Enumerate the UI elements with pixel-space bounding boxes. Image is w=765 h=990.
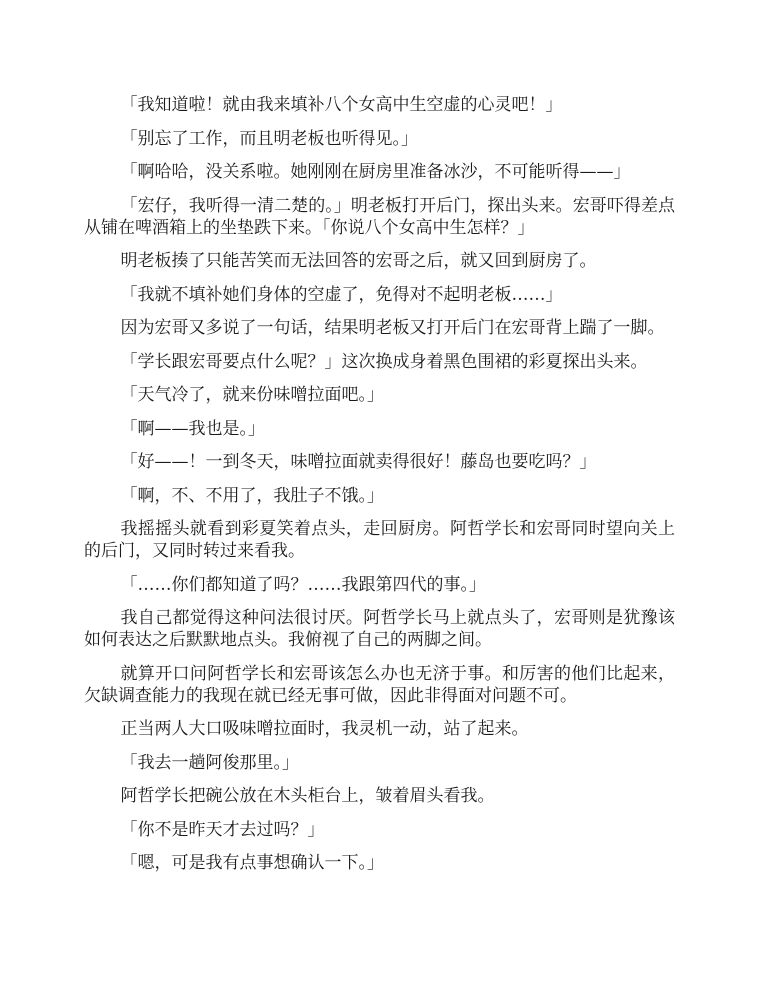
paragraph: 阿哲学长把碗公放在木头柜台上，皱着眉头看我。 <box>120 786 495 806</box>
paragraph: 「你不是昨天才去过吗？」 <box>120 819 325 840</box>
paragraph: 「我去一趟阿俊那里。」 <box>120 752 300 773</box>
paragraph: 我摇摇头就看到彩夏笑着点头，走回厨房。阿哲学长和宏哥同时望向关上的后门，又同时转过来看我。 <box>84 519 675 561</box>
paragraph: 「天气冷了，就来份味噌拉面吧。」 <box>120 385 385 405</box>
paragraph: 「啊哈哈，没关系啦。她刚刚在厨房里准备冰沙，不可能听得——」 <box>120 162 631 182</box>
paragraph: 「好——！一到冬天，味噌拉面就卖得很好！藤岛也要吃吗？」 <box>120 452 597 472</box>
paragraph: 「……你们都知道了吗？……我跟第四代的事。」 <box>120 574 487 595</box>
paragraph: 就算开口问阿哲学长和宏哥该怎么办也无济于事。和厉害的他们比起来，欠缺调查能力的我现在就已经无事可做，因此非得面对问题不可。 <box>84 663 675 706</box>
paragraph: 「嗯，可是我有点事想确认一下。」 <box>120 853 385 873</box>
paragraph: 「我就不填补她们身体的空虚了，免得对不起明老板……」 <box>120 284 563 305</box>
paragraph: 「我知道啦！就由我来填补八个女高中生空虚的心灵吧！」 <box>120 95 563 115</box>
paragraph: 正当两人大口吸味噌拉面时，我灵机一动，站了起来。 <box>120 719 529 739</box>
paragraph: 因为宏哥又多说了一句话，结果明老板又打开后门在宏哥背上踹了一脚。 <box>120 318 665 338</box>
paragraph: 「学长跟宏哥要点什么呢？」这次换成身着黑色围裙的彩夏探出头来。 <box>120 351 648 372</box>
paragraph: 「宏仔，我听得一清二楚的。」明老板打开后门，探出头来。宏哥吓得差点从铺在啤酒箱上的坐垫跌下来。「你说八个女高中生怎样？」 <box>84 195 675 238</box>
paragraph: 「啊，不、不用了，我肚子不饿。」 <box>120 485 385 506</box>
paragraph: 「啊——我也是。」 <box>120 418 266 439</box>
paragraph: 「别忘了工作，而且明老板也听得见。」 <box>120 128 419 149</box>
paragraph: 明老板揍了只能苦笑而无法回答的宏哥之后，就又回到厨房了。 <box>120 251 597 271</box>
paragraph: 我自己都觉得这种问法很讨厌。阿哲学长马上就点头了，宏哥则是犹豫该如何表达之后默默地点头。我俯视了自己的两脚之间。 <box>84 608 675 650</box>
